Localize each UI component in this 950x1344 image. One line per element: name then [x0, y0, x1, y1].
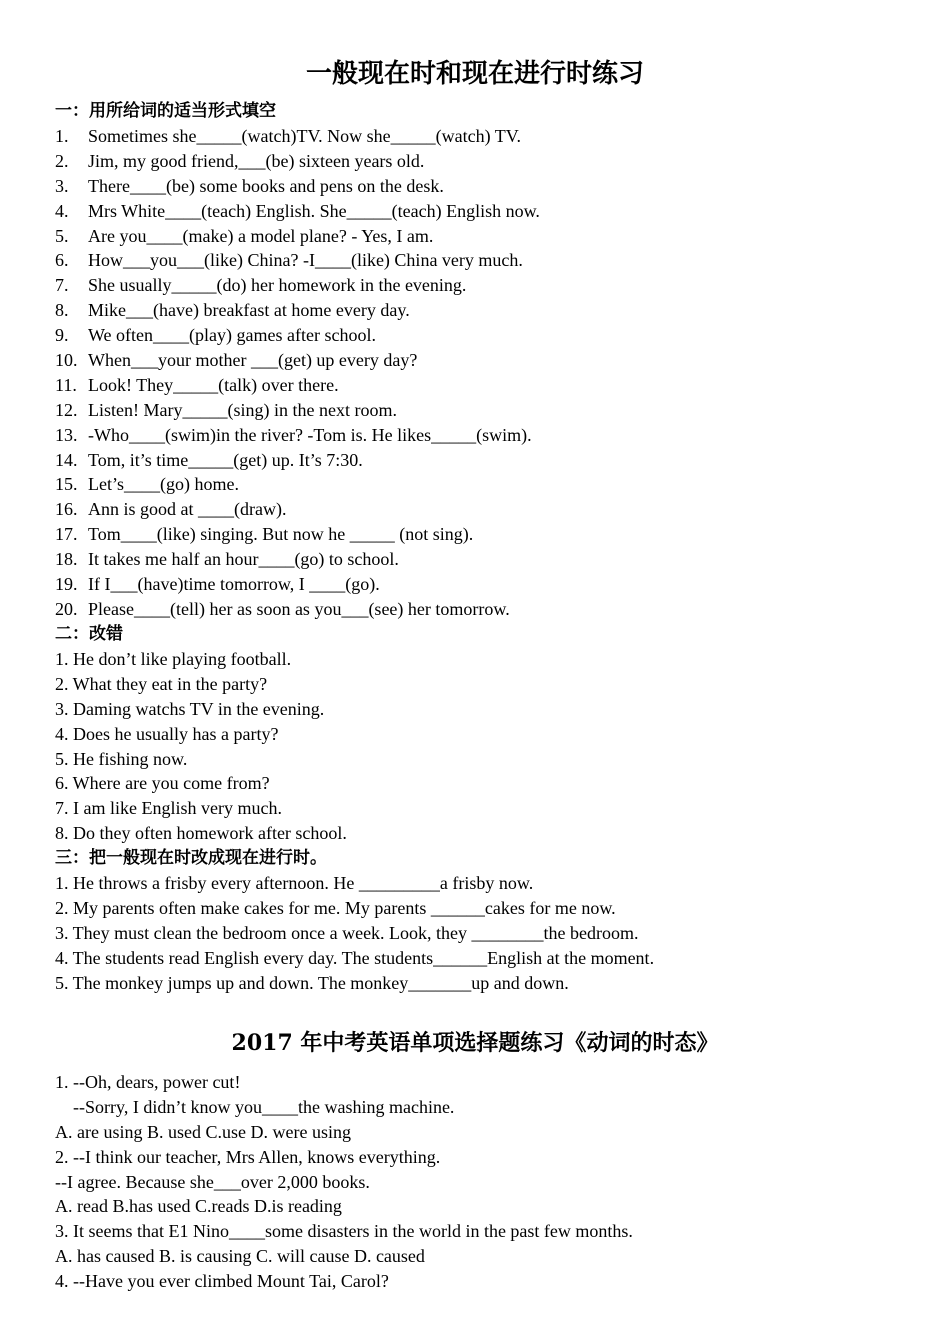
exercise-item [55, 373, 915, 398]
exercise-item [55, 348, 915, 373]
exercise-item [55, 174, 915, 199]
exercise-item [55, 273, 915, 298]
item-text: Listen! Mary_____(sing) in the next room. [88, 399, 397, 420]
exercise-item: 5. The monkey jumps up and down. The monkey_______up and down. [55, 972, 569, 993]
item-number: 16. [55, 499, 78, 520]
exercise-item: 2. --I think our teacher, Mrs Allen, knows everything. [55, 1146, 441, 1167]
section-1-list [55, 124, 915, 622]
item-number: 19. [55, 574, 78, 595]
item-number: 9. [55, 325, 69, 346]
item-number: 8. [55, 300, 69, 321]
page-subtitle: 2017 年中考英语单项选择题练习《动词的时态》 [231, 1030, 719, 1056]
exercise-item: 8. Do they often homework after school. [55, 823, 347, 844]
item-text: She usually_____(do) her homework in the evening. [88, 275, 467, 296]
item-text: Sometimes she_____(watch)TV. Now she_____(watch) TV. [88, 126, 521, 146]
item-text: Please____(tell) her as soon as you___(see) her tomorrow. [88, 598, 510, 619]
item-text: How___you___(like) China? -I____(like) China very much. [88, 250, 523, 271]
page-title: 一般现在时和现在进行时练习 [305, 59, 644, 89]
item-text: Are you____(make) a model plane? - Yes, I am. [88, 225, 434, 246]
section-4-list [55, 1070, 915, 1294]
item-text: When___your mother ___(get) up every day? [88, 350, 418, 371]
exercise-item [55, 248, 915, 273]
item-text: Jim, my good friend,___(be) sixteen years old. [88, 150, 425, 171]
exercise-item: --Sorry, I didn’t know you____the washing machine. [73, 1096, 455, 1117]
item-number: 18. [55, 549, 78, 570]
item-number: 2. [55, 150, 69, 171]
item-number: 15. [55, 474, 78, 495]
exercise-item: 5. He fishing now. [55, 748, 188, 769]
item-number: 6. [55, 250, 69, 271]
exercise-item [55, 124, 915, 149]
item-text: -Who____(swim)in the river? -Tom is. He likes_____(swim). [88, 424, 532, 445]
exercise-item [55, 597, 915, 622]
exercise-item [55, 224, 915, 249]
exercise-item [55, 547, 915, 572]
exercise-item: A. are using B. used C.use D. were using [55, 1121, 351, 1142]
item-number: 10. [55, 350, 78, 371]
exercise-item: A. read B.has used C.reads D.is reading [55, 1196, 342, 1217]
item-text: Tom____(like) singing. But now he _____ (not sing). [88, 524, 474, 545]
exercise-item: 2. What they eat in the party? [55, 673, 268, 694]
item-number: 14. [55, 449, 78, 470]
exercise-item: 1. --Oh, dears, power cut! [55, 1072, 241, 1092]
exercise-item: 3. Daming watchs TV in the evening. [55, 698, 325, 719]
section-3-heading: 三：把一般现在时改成现在进行时。 [55, 848, 327, 868]
section-2-list [55, 647, 915, 846]
exercise-item: 2. My parents often make cakes for me. My parents ______cakes for me now. [55, 897, 616, 918]
item-number: 4. [55, 200, 69, 221]
item-number: 12. [55, 399, 78, 420]
section-3-list [55, 871, 915, 995]
item-text: Tom, it’s time_____(get) up. It’s 7:30. [88, 449, 363, 470]
exercise-item [55, 448, 915, 473]
item-text: There____(be) some books and pens on the desk. [88, 175, 444, 196]
exercise-item: 4. The students read English every day. The students______English at the moment. [55, 947, 655, 968]
item-text: Mrs White____(teach) English. She_____(teach) English now. [88, 200, 540, 221]
item-number: 20. [55, 598, 78, 619]
item-text: Mike___(have) breakfast at home every day. [88, 300, 410, 321]
exercise-item: 1. He throws a frisby every afternoon. He _________a frisby now. [55, 873, 534, 893]
exercise-item: --I agree. Because she___over 2,000 books. [55, 1171, 370, 1192]
item-text: It takes me half an hour____(go) to school. [88, 549, 399, 570]
item-number: 17. [55, 524, 78, 545]
item-number: 3. [55, 175, 69, 196]
item-number: 5. [55, 225, 69, 246]
exercise-item: 1. He don’t like playing football. [55, 649, 292, 669]
exercise-item [55, 323, 915, 348]
exercise-item: 4. --Have you ever climbed Mount Tai, Carol? [55, 1271, 389, 1292]
exercise-item: 3. They must clean the bedroom once a week. Look, they ________the bedroom. [55, 922, 639, 943]
exercise-item: 4. Does he usually has a party? [55, 723, 279, 744]
item-number: 13. [55, 424, 78, 445]
item-number: 7. [55, 275, 69, 296]
exercise-item [55, 199, 915, 224]
item-text: Ann is good at ____(draw). [88, 499, 287, 520]
item-text: We often____(play) games after school. [88, 325, 376, 346]
exercise-item [55, 149, 915, 174]
exercise-item [55, 298, 915, 323]
exercise-item: 6. Where are you come from? [55, 773, 270, 794]
section-1-heading: 一：用所给词的适当形式填空 [55, 101, 276, 121]
exercise-item [55, 572, 915, 597]
exercise-item [55, 398, 915, 423]
exercise-item: 7. I am like English very much. [55, 798, 282, 819]
exercise-item [55, 522, 915, 547]
item-number: 11. [55, 374, 77, 395]
exercise-item [55, 423, 915, 448]
item-number: 1. [55, 126, 69, 146]
exercise-item [55, 497, 915, 522]
section-2-heading: 二：改错 [55, 624, 123, 644]
item-text: If I___(have)time tomorrow, I ____(go). [88, 574, 380, 595]
exercise-item: A. has caused B. is causing C. will cause D. caused [55, 1246, 425, 1267]
item-text: Look! They_____(talk) over there. [88, 374, 339, 395]
exercise-item: 3. It seems that E1 Nino____some disasters in the world in the past few months. [55, 1221, 633, 1242]
exercise-item [55, 472, 915, 497]
item-text: Let’s____(go) home. [88, 474, 239, 495]
